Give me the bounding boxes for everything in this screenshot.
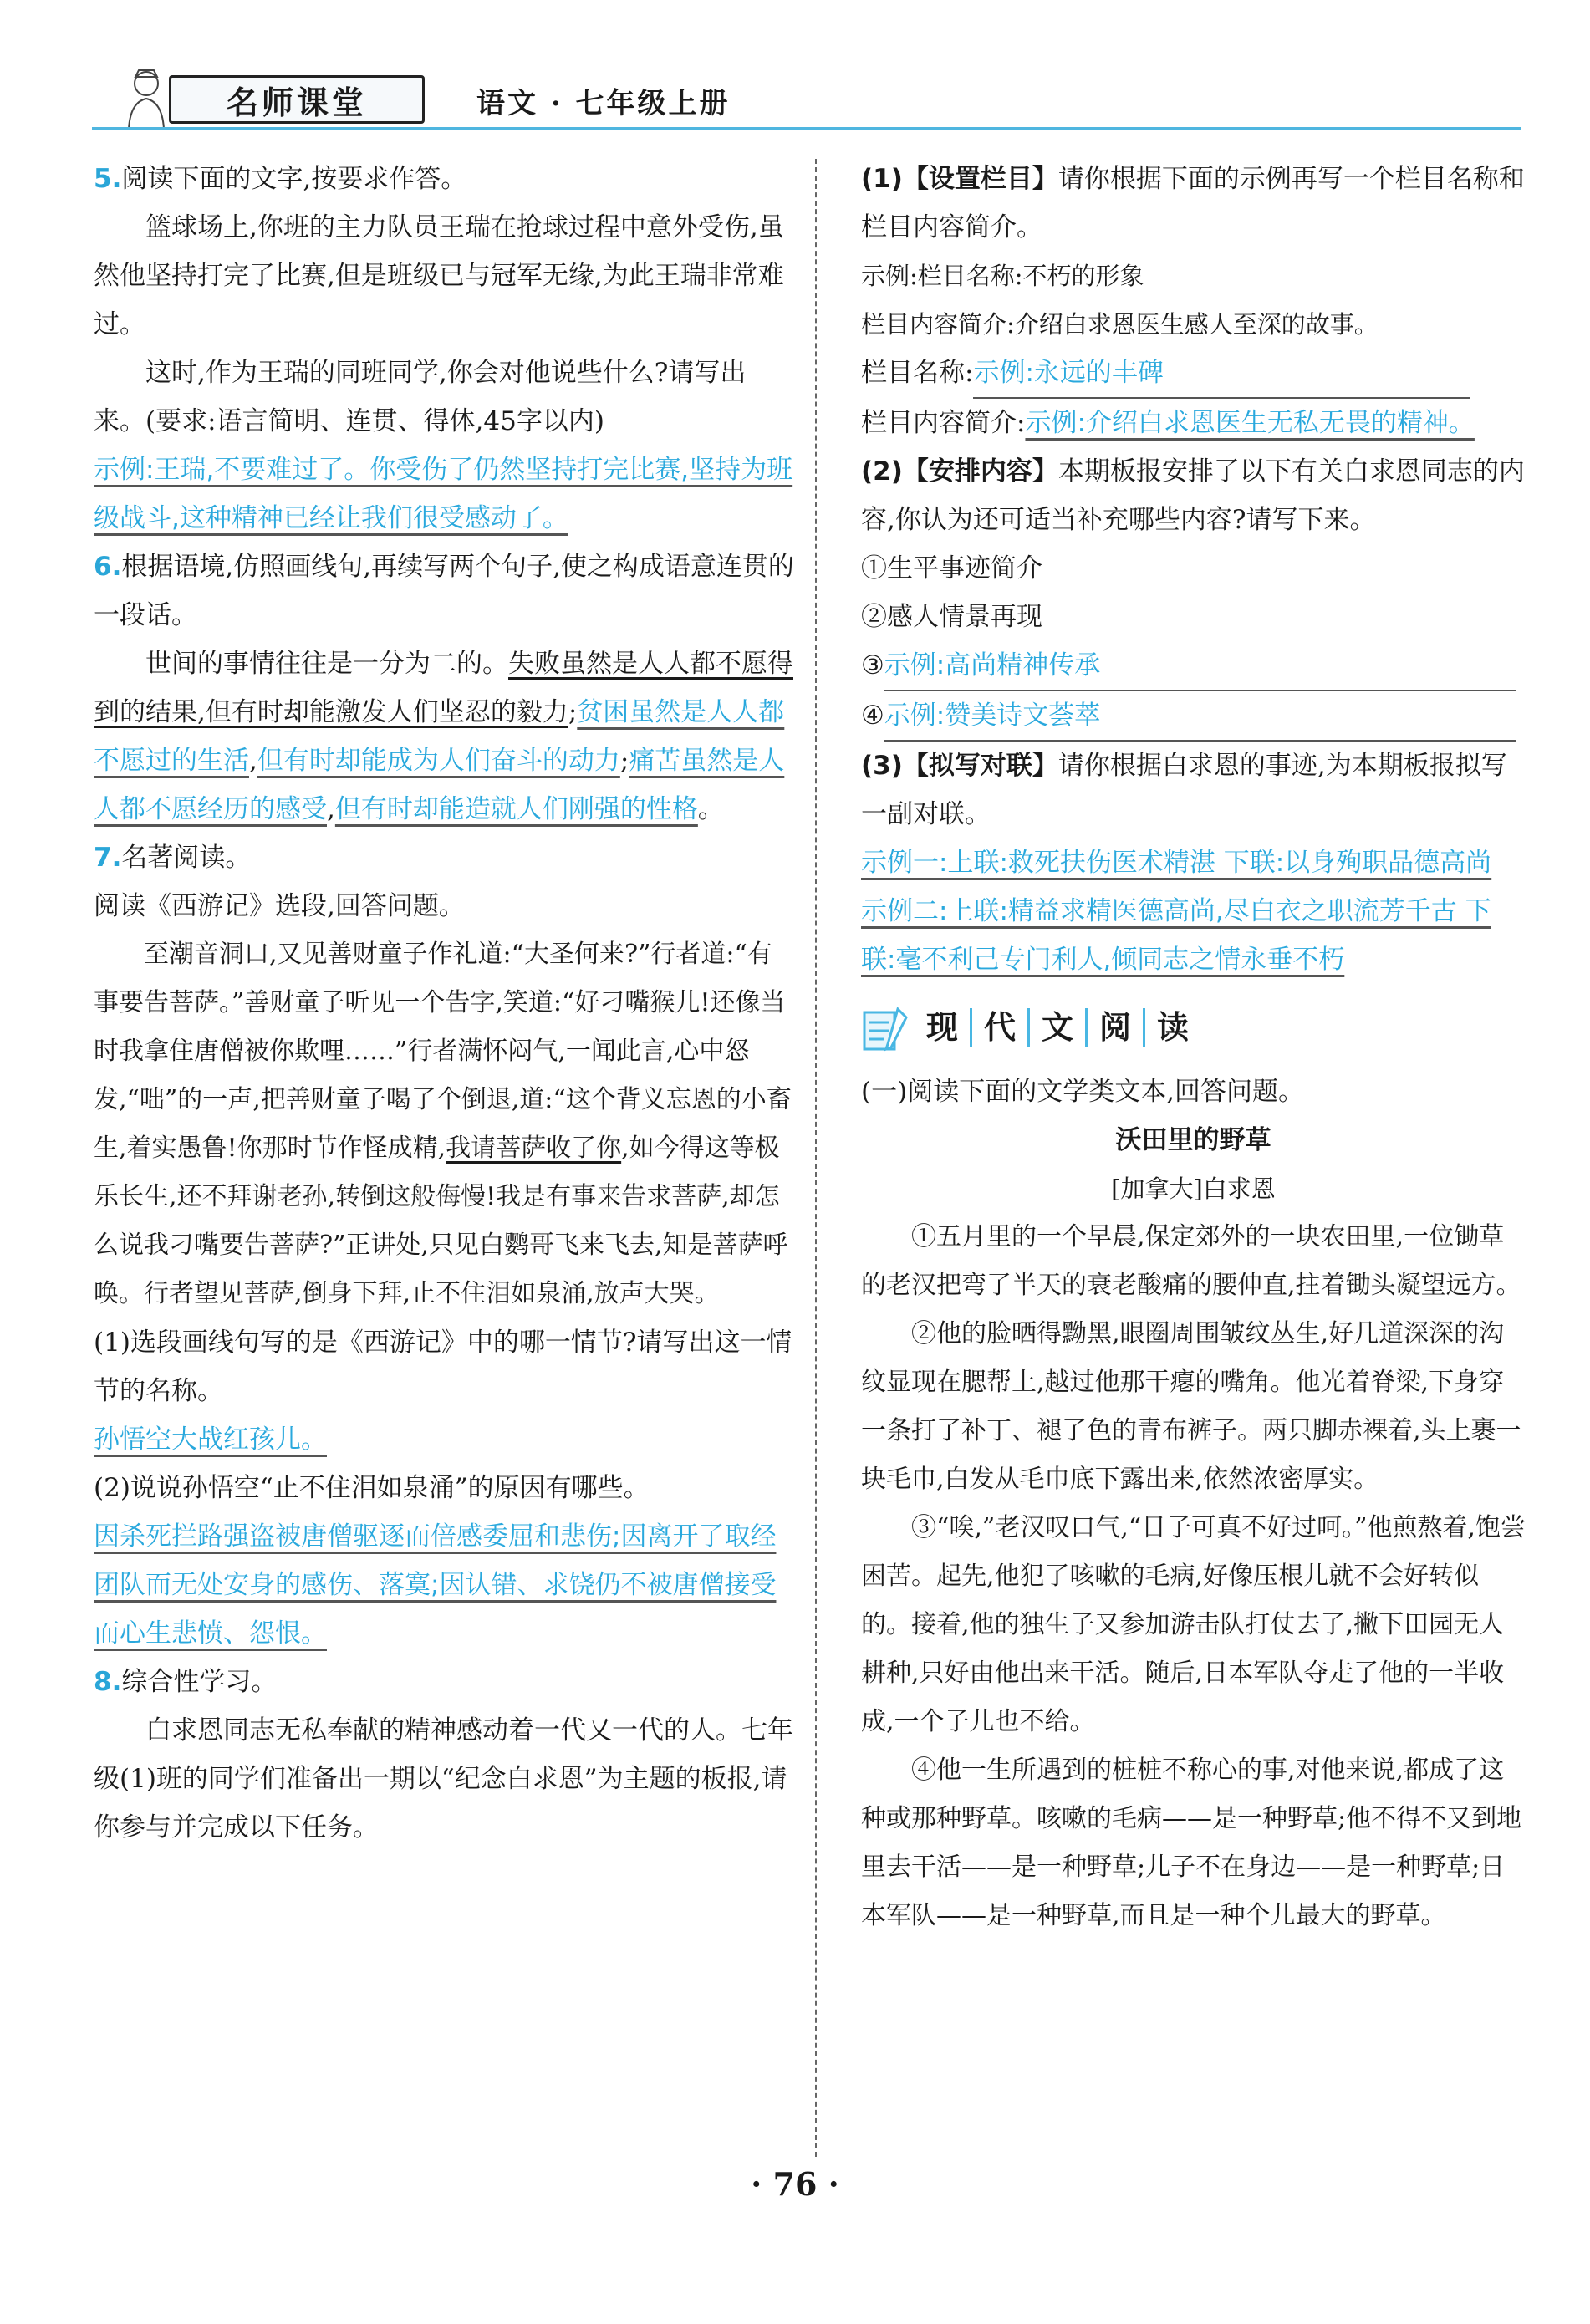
q8-column-intro: 栏目内容简介:示例:介绍白求恩医生无私无畏的精神。 (861, 408, 1475, 438)
q8-task-3: (3)【拟写对联】请你根据白求恩的事迹,为本期板报拟写一副对联。 (861, 751, 1507, 829)
page-number: · 76 · (751, 2165, 839, 2203)
q5-answer: 示例:王瑞,不要难过了。你受伤了仍然坚持打完比赛,坚持为班级战斗,这种精神已经让我们很受感动了。 (94, 455, 793, 533)
q8-example-intro: 栏目内容简介:介绍白求恩医生感人至深的故事。 (861, 310, 1379, 339)
q5-prompt: 这时,作为王瑞的同班同学,你会对他说些什么?请写出来。(要求:语言简明、连贯、得体,45字以内) (94, 358, 747, 436)
left-column (94, 155, 796, 1852)
book-pen-icon (861, 1006, 910, 1054)
q6-stem: 6.根据语境,仿照画线句,再续写两个句子,使之构成语意连贯的一段话。 (94, 552, 794, 630)
book-subtitle: 语文 · 七年级上册 (476, 87, 731, 120)
brand-logo: 名师课堂 (169, 75, 425, 124)
q8-item-3: ③示例:高尚精神传承 (861, 641, 1526, 691)
reading-intro: (一)阅读下面的文学类文本,回答问题。 (861, 1077, 1305, 1107)
q6-body: 世间的事情往往是一分为二的。失败虽然是人人都不愿得到的结果,但有时却能激发人们坚忍的毅力;贫困虽然是人人都不愿过的生活,但有时却能成为人们奋斗的动力;痛苦虽然是人人都不愿经历的感受,但有时却能造就人们刚强的性格。 (94, 649, 793, 824)
q5-passage: 篮球场上,你班的主力队员王瑞在抢球过程中意外受伤,虽然他坚持打完了比赛,但是班级已与冠军无缘,为此王瑞非常难过。 (94, 212, 784, 339)
q7-stem: 7.名著阅读。 (94, 843, 252, 873)
section-header (861, 992, 1526, 1068)
q6-answer-2: 但有时却能成为人们奋斗的动力 (257, 746, 620, 776)
article-paragraph: ④他一生所遇到的桩桩不称心的事,对他来说,都成了这种或那种野草。咳嗽的毛病——是一种野草;他不得不又到地里去干活——是一种野草;儿子不在身边——是一种野草;日本军队——是一种野草,而且是一种个儿最大的野草。 (861, 1756, 1522, 1930)
q6-answer-4: 但有时却能造就人们刚强的性格 (334, 794, 698, 824)
header-rule (92, 127, 1521, 130)
article-title: 沃田里的野草 (1115, 1125, 1271, 1155)
q8-item-2: ②感人情景再现 (861, 602, 1042, 632)
q5-stem: 5.阅读下面的文字,按要求作答。 (94, 164, 467, 194)
q7-answer-2: 因杀死拦路强盗被唐僧驱逐而倍感委屈和悲伤;因离开了取经团队而无处安身的感伤、落寞;因认错、求饶仍不被唐僧接受而心生悲愤、怨恨。 (94, 1521, 777, 1649)
q8-item-4: ④示例:赞美诗文荟萃 (861, 691, 1526, 742)
q8-answer-couplet: 示例一:上联:救死扶伤医术精湛 下联:以身殉职品德高尚 示例二:上联:精益求精医德高尚,尽白衣之职流芳千古 下联:毫不利己专门利人,倾同志之情永垂不朽 (861, 848, 1492, 975)
q6-model-sentence: 失败虽然是人人都不愿得到的结果,但有时却能激发人们坚忍的毅力 (94, 649, 793, 727)
q8-task-2: (2)【安排内容】本期板报安排了以下有关白求恩同志的内容,你认为还可适当补充哪些内容?请写下来。 (861, 456, 1525, 535)
q8-example-name: 示例:栏目名称:不朽的形象 (861, 262, 1144, 290)
q8-stem: 8.综合性学习。 (94, 1667, 278, 1697)
q8-task-1: (1)【设置栏目】请你根据下面的示例再写一个栏目名称和栏目内容简介。 (861, 164, 1525, 242)
q6-answer-1: 贫困虽然是人人都不愿过的生活 (94, 697, 785, 776)
q6-answer-3: 痛苦虽然是人人都不愿经历的感受 (94, 746, 785, 824)
q7-intro: 阅读《西游记》选段,回答问题。 (94, 891, 465, 921)
q7-answer-1: 孙悟空大战红孩儿。 (94, 1424, 327, 1455)
q7-passage: 至潮音洞口,又见善财童子作礼道:“大圣何来?”行者道:“有事要告菩萨。”善财童子听见一个告字,笑道:“好刁嘴猴儿!还像当时我拿住唐僧被你欺哩……”行者满怀闷气,一闻此言,心中怒发,“咄”的一声,把善财童子喝了个倒退,道:“这个背义忘恩的小畜生,着实愚鲁!你那时节作怪成精,我请菩萨收了你,如今得这等极乐长生,还不拜谢老孙,转倒这般侮慢!我是有事来告求菩萨,却怎么说我刁嘴要告菩萨?”正讲处,只见白鹦哥飞来飞去,知是菩萨呼唤。行者望见菩萨,倒身下拜,止不住泪如泉涌,放声大哭。 (94, 940, 792, 1308)
article-paragraph: ②他的脸晒得黝黑,眼圈周围皱纹丛生,好几道深深的沟纹显现在腮帮上,越过他那干瘪的嘴角。他光着脊梁,下身穿一条打了补丁、褪了色的青布裤子。两只脚赤裸着,头上裹一块毛巾,白发从毛巾底下露出来,依然浓密厚实。 (861, 1319, 1521, 1494)
q8-column-name: 栏目名称:示例:永远的丰碑 (861, 349, 1526, 399)
q7-underlined-sentence: 我请菩萨收了你 (446, 1134, 622, 1163)
page-header (92, 65, 1521, 130)
section-title: 现 代 文 阅 读 (915, 1006, 1200, 1054)
q8-item-1: ①生平事迹简介 (861, 553, 1042, 584)
article-paragraph: ①五月里的一个早晨,保定郊外的一块农田里,一位锄草的老汉把弯了半天的衰老酸痛的腰伸直,拄着锄头凝望远方。 (861, 1222, 1521, 1300)
q8-passage: 白求恩同志无私奉献的精神感动着一代又一代的人。七年级(1)班的同学们准备出一期以“纪念白求恩”为主题的板报,请你参与并完成以下任务。 (94, 1715, 793, 1842)
column-divider (815, 159, 817, 2157)
article-paragraph: ③“唉,”老汉叹口气,“日子可真不好过呵。”他煎熬着,饱尝困苦。起先,他犯了咳嗽的毛病,好像压根儿就不会好转似的。接着,他的独生子又参加游击队打仗去了,撇下田园无人耕种,只好由他出来干活。随后,日本军队夺走了他的一半收成,一个子儿也不给。 (861, 1513, 1526, 1736)
scholar-figure-icon (117, 65, 176, 130)
q7-sub1: (1)选段画线句写的是《西游记》中的哪一情节?请写出这一情节的名称。 (94, 1328, 792, 1406)
right-column (861, 155, 1526, 1940)
article-author: [加拿大]白求恩 (1111, 1175, 1276, 1203)
q7-sub2: (2)说说孙悟空“止不住泪如泉涌”的原因有哪些。 (94, 1473, 650, 1503)
